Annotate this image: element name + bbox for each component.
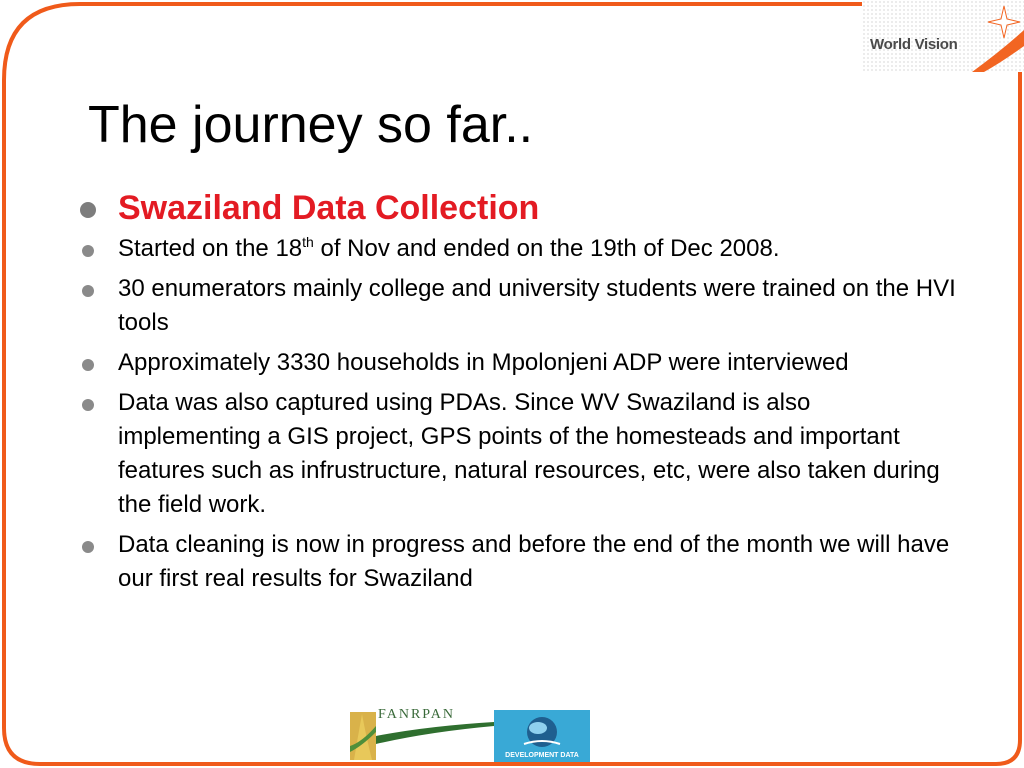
- bullet-superscript: th: [302, 234, 314, 250]
- bullet-text: Data was also captured using PDAs. Since WV Swaziland is also implementing a GIS project, GPS points of the homesteads and important features such as infrustructure, natural resources, etc, were also taken during the field work.: [118, 389, 940, 518]
- fanrpan-logo-text: FANRPAN: [378, 707, 456, 722]
- bullet-list: [78, 186, 958, 596]
- world-vision-logo: [862, 0, 1024, 72]
- bullet-text-cont: of Nov and ended on the 19th of Dec 2008.: [313, 235, 780, 262]
- fanrpan-logo: [348, 706, 498, 762]
- bullet-dot-icon: [82, 285, 94, 297]
- bullet-item: [78, 346, 958, 380]
- bullet-heading: [78, 186, 958, 230]
- bullet-dot-icon: [80, 202, 96, 218]
- bullet-item: [78, 272, 958, 340]
- bullet-text: 30 enumerators mainly college and university students were trained on the HVI tools: [118, 275, 956, 336]
- bullet-text: Data cleaning is now in progress and before the end of the month we will have our first real results for Swaziland: [118, 531, 950, 592]
- bullet-item: [78, 528, 958, 596]
- bullet-item: [78, 232, 958, 266]
- bullet-dot-icon: [82, 399, 94, 411]
- bullet-item: [78, 386, 958, 522]
- development-data-logo-text: DEVELOPMENT DATA: [505, 752, 579, 759]
- development-data-logo: [494, 710, 590, 762]
- world-vision-logo-text: World Vision: [870, 36, 958, 53]
- star-icon: [986, 4, 1022, 40]
- footer-logos: [348, 706, 590, 762]
- bullet-dot-icon: [82, 245, 94, 257]
- heading-text: Swaziland Data Collection: [118, 189, 540, 227]
- bullet-text: Started on the 18: [118, 235, 303, 262]
- bullet-text: Approximately 3330 households in Mpolonjeni ADP were interviewed: [118, 349, 849, 376]
- bullet-dot-icon: [82, 541, 94, 553]
- bullet-dot-icon: [82, 359, 94, 371]
- slide-title: The journey so far..: [88, 96, 534, 154]
